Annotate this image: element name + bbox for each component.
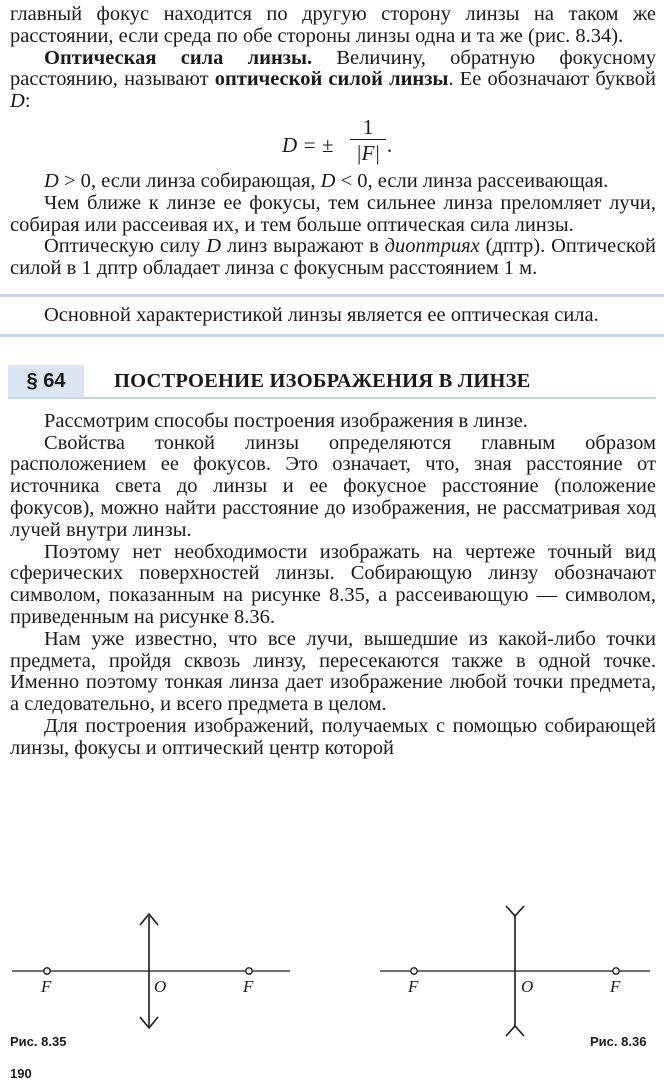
paragraph-diopters [10,236,656,280]
formula-numerator: 1 [350,115,386,140]
label-focus-left: F [41,977,52,996]
label-focus-left: F [408,977,419,996]
label-focus-right: F [610,977,621,996]
lens-tail-bottom [506,1026,524,1036]
text-fragment: Оптическую силу [44,235,207,258]
paragraph-body-3: Поэтому нет необходимости изображать на чертеже точный вид сферических поверхностей линзы. Собирающую линзу обозначают символом, показанным на рисунке 8.35, а рассеивающую — символом, приведенным на рисунке 8.36. [10,540,656,628]
paragraph-body-2: Свойства тонкой линзы определяются главным образом расположением ее фокусов. Это означает, что, зная расстояние от источника света до линзы и ее фокусное расстояние (положение фокусов), можно найти расстояние до изображения, не рассматривая ход лучей внутри линзы. [10,431,656,541]
section-body [10,411,656,760]
label-optical-center: O [154,977,167,996]
paragraph-closer-focus: Чем ближе к линзе ее фокусы, тем сильнее линза преломляет лучи, собирая или рассеивая их, и тем больше оптическая сила линзы. [10,191,656,236]
term-optical-power: Оптическая сила линзы. [44,46,313,69]
section-title: ПОСТРОЕНИЕ ИЗОБРАЖЕНИЯ В ЛИНЗЕ [114,369,531,392]
symbol-d: D [10,90,25,113]
section-number: § 64 [8,365,84,397]
paragraph-body-4: Нам уже известно, что все лучи, вышедшие из какой-либо точки предмета, пройдя сквозь линзу, пересекаются также в одной точке. Именно поэтому тонкая линза дает изображение любой точки предмета, а следовательно, и всего предмета в целом. [10,627,656,716]
formula-end: . [387,132,393,157]
paragraph-body-5: Для построения изображений, получаемых с помощью собирающей линзы, фокусы и оптический центр которой [10,714,656,759]
paragraph-optical-power-definition [10,48,656,113]
text-fragment: линз выражают в [221,235,385,258]
label-focus-right: F [243,977,254,996]
formula-denominator: |F| [355,140,381,165]
paragraph-sign-rule [10,171,656,193]
formula-optical-power [10,113,656,171]
term-optical-power-of-lens: оптической силой линзы [214,68,449,91]
text-fragment: Величину, обратную фокусному расстоянию, называют [10,46,656,91]
page-number: 190 [10,1066,32,1081]
textbook-page [10,4,656,760]
caption-figure-8-35: Рис. 8.35 [10,1034,67,1049]
figures-area [0,900,664,1060]
lens-tail-top [506,906,524,916]
symbol-d: D [44,169,59,192]
focus-point-left [44,968,50,974]
formula-fraction [350,115,386,166]
text-fragment: < 0, если линза рассеивающая. [335,169,609,192]
focus-point-right [246,968,252,974]
symbol-d: D [320,169,336,192]
focus-point-right [613,968,619,974]
symbol-d: D [206,235,222,258]
summary-text: Основной характеристикой линзы является ее оптическая сила. [44,303,599,326]
section-rule [8,397,656,399]
text-fragment: (дптр). Оптической силой в 1 дптр обладает линза с фокусным расстоянием 1 м. [10,235,656,280]
term-diopters: диоптриях [384,235,480,258]
lens-diagrams [0,900,664,1060]
caption-figure-8-36: Рис. 8.36 [590,1034,647,1049]
paragraph-body-1: Рассмотрим способы построения изображения в линзе. [44,409,528,432]
summary-box [0,294,664,337]
figure-converging-lens [12,914,290,1028]
text-fragment: > 0, если линза собирающая, [58,169,321,192]
figure-diverging-lens [380,906,650,1036]
paragraph-focus-distance: главный фокус находится по другую сторону линзы на таком же расстоянии, если среда по обе стороны линзы одна и та же (рис. 8.34). [10,3,656,47]
text-fragment: : [24,90,31,113]
formula-lhs: D = ± [282,132,334,157]
text-fragment: . Ее обозначают буквой [448,68,656,91]
section-heading [0,365,656,397]
focus-point-left [411,968,417,974]
label-optical-center: O [521,977,534,996]
